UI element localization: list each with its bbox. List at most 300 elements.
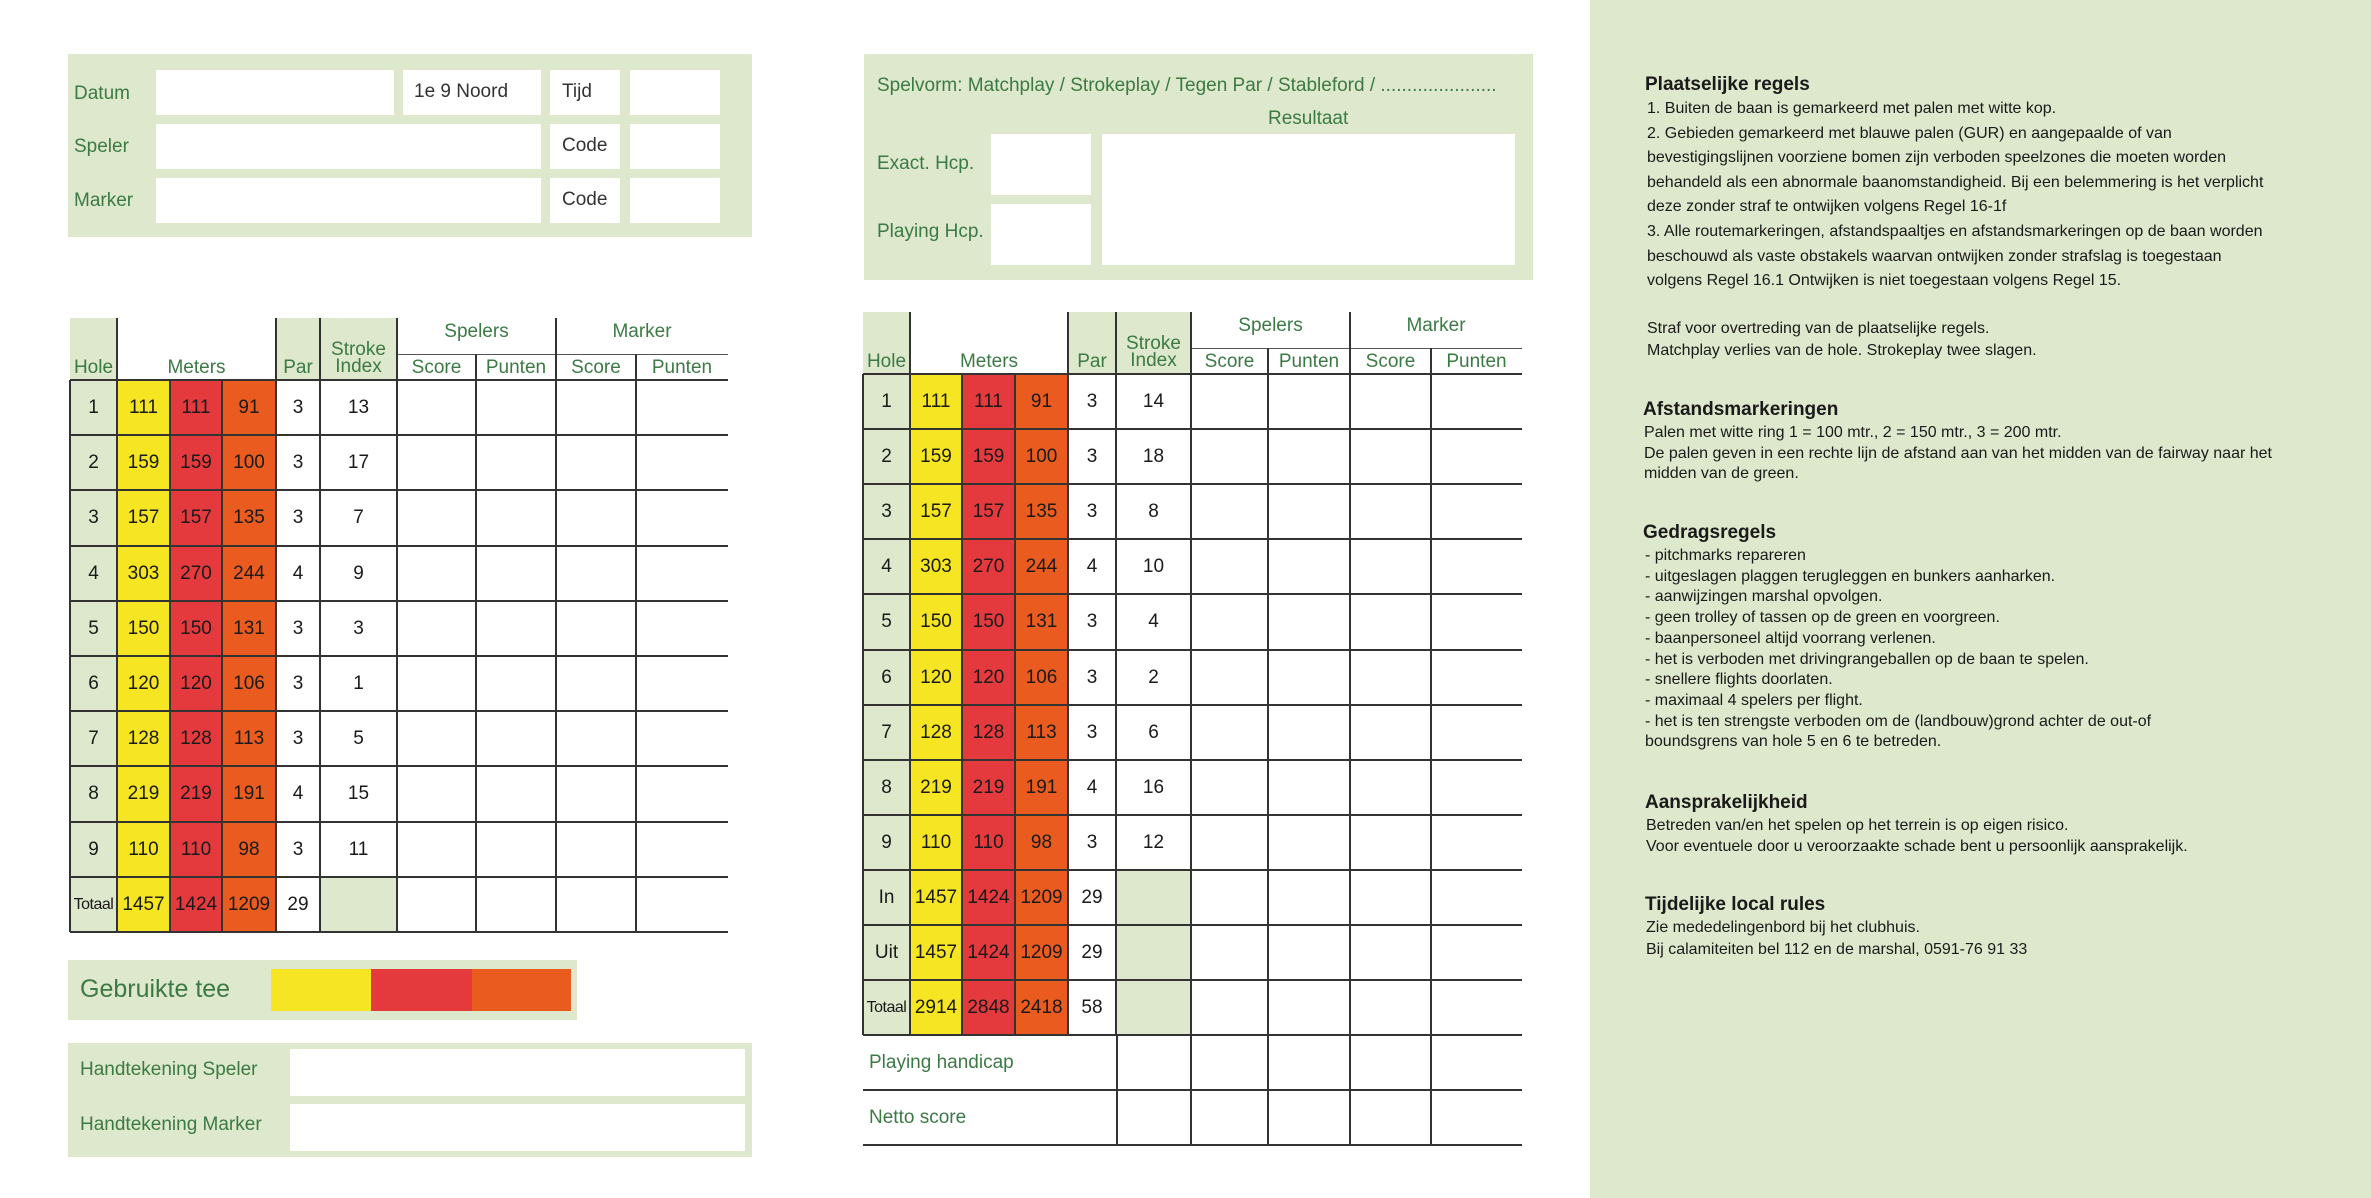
front-row7-col2: 128 bbox=[180, 727, 212, 749]
front-row7-col0: 7 bbox=[88, 727, 99, 749]
back-row8-col2: 219 bbox=[972, 776, 1005, 798]
front-row1-score-cell-4[interactable] bbox=[638, 382, 728, 435]
front-row2-col2: 159 bbox=[180, 451, 212, 473]
front-row4-score-cell-2[interactable] bbox=[478, 548, 556, 601]
front-row8-col3: 191 bbox=[233, 783, 265, 804]
front-row5-col4: 3 bbox=[292, 617, 304, 639]
header-info-box bbox=[68, 54, 752, 237]
front-row9-col2: 110 bbox=[180, 838, 212, 860]
tijd-line: Bij calamiteiten bel 112 en de marshal, 0591-76 91 33 bbox=[1646, 940, 2028, 958]
back-row2-col4: 3 bbox=[1086, 445, 1098, 467]
front-row5-col3: 131 bbox=[233, 617, 265, 639]
back-row12-score-cell-4[interactable] bbox=[1433, 982, 1522, 1035]
back-row6-col3: 106 bbox=[1025, 666, 1058, 688]
gedrag-line: boundsgrens van hole 5 en 6 te betreden. bbox=[1645, 733, 1942, 751]
back-row2-score-cell-4[interactable] bbox=[1433, 431, 1522, 484]
afstand-title: Afstandsmarkeringen bbox=[1643, 399, 1839, 420]
local-line: deze zonder straf te ontwijken volgens Regel 16-1f bbox=[1647, 198, 2007, 216]
back-netto-score-cell-4[interactable] bbox=[1433, 1092, 1522, 1145]
back-hdr-index: Index bbox=[1130, 350, 1177, 371]
back-row10-col1: 1457 bbox=[914, 886, 958, 908]
front-row10-col4: 29 bbox=[287, 893, 309, 915]
back-row3-col2: 157 bbox=[972, 500, 1005, 522]
back-playing-handicap-cell-1[interactable] bbox=[1193, 1037, 1268, 1090]
front-row9-col4: 3 bbox=[292, 838, 304, 860]
back-vline bbox=[1067, 312, 1069, 1035]
back-row3-col5: 8 bbox=[1148, 500, 1159, 522]
back-netto-score-label: Netto score bbox=[869, 1107, 967, 1128]
back-row12-col2: 2848 bbox=[967, 996, 1010, 1018]
back-row6-col4: 3 bbox=[1086, 666, 1098, 688]
back-row7-col2: 128 bbox=[972, 721, 1005, 743]
back-vline bbox=[1115, 312, 1117, 1035]
front-hdr-index: Index bbox=[335, 356, 382, 377]
front-row10-score-cell-3[interactable] bbox=[558, 879, 636, 932]
back-vline bbox=[1430, 348, 1432, 1035]
front-row4-score-cell-1[interactable] bbox=[399, 548, 476, 601]
back-row8-col0: 8 bbox=[881, 776, 892, 798]
back-playing-handicap-cell-2[interactable] bbox=[1270, 1037, 1350, 1090]
front-row7-score-cell-4[interactable] bbox=[638, 713, 728, 766]
back-row7-score-cell-4[interactable] bbox=[1433, 707, 1522, 760]
back-row10-col3: 1209 bbox=[1020, 886, 1063, 908]
code-field-marker[interactable] bbox=[630, 178, 720, 223]
front-row5-score-cell-4[interactable] bbox=[638, 603, 728, 656]
front-row1-col0: 1 bbox=[88, 396, 99, 418]
back-row12-score-cell-3[interactable] bbox=[1352, 982, 1431, 1035]
back-row7-score-cell-1[interactable] bbox=[1193, 707, 1268, 760]
front-row2-col1: 159 bbox=[127, 451, 160, 473]
tijd-label: Tijd bbox=[562, 81, 592, 102]
tee-orange[interactable] bbox=[472, 969, 571, 1011]
local-line: bevestigingslijnen voorziene bomen zijn verboden speelzones die moeten worden bbox=[1647, 149, 2227, 167]
front-row8-score-cell-1[interactable] bbox=[399, 768, 476, 822]
back-row3-col1: 157 bbox=[920, 500, 952, 522]
back-row9-col5: 12 bbox=[1142, 831, 1165, 853]
back-vline-left bbox=[862, 374, 864, 1035]
front-row9-score-cell-2[interactable] bbox=[478, 824, 556, 877]
back-vline bbox=[1190, 312, 1192, 1035]
back-row11-col1: 1457 bbox=[914, 941, 958, 963]
back-row6-score-cell-4[interactable] bbox=[1433, 652, 1522, 705]
local-line: 2. Gebieden gemarkeerd met blauwe palen (GUR) en aangepaalde of van bbox=[1647, 124, 2172, 142]
back-row7-col0: 7 bbox=[881, 721, 892, 743]
course-field bbox=[403, 70, 541, 115]
back-row9-score-cell-4[interactable] bbox=[1433, 817, 1522, 870]
front-row3-col2: 157 bbox=[180, 507, 212, 528]
back-row12-col1: 2914 bbox=[914, 996, 958, 1018]
local-line: 1. Buiten de baan is gemarkeerd met palen met witte kop. bbox=[1647, 100, 2057, 117]
back-row7-col1: 128 bbox=[920, 721, 952, 743]
playing-hcp-field[interactable] bbox=[991, 204, 1091, 265]
front-row10-score-cell-4[interactable] bbox=[638, 879, 728, 932]
front-vline bbox=[169, 380, 171, 932]
back-row6-col1: 120 bbox=[920, 666, 952, 688]
back-row7-col4: 3 bbox=[1086, 721, 1098, 743]
front-row5-score-cell-2[interactable] bbox=[478, 603, 556, 656]
front-vline-left bbox=[69, 380, 71, 932]
spelvorm-text: Spelvorm: Matchplay / Strokeplay / Tegen Par / Stableford / ...................... bbox=[877, 75, 1497, 96]
front-vline bbox=[635, 354, 637, 932]
front-row5-col2: 150 bbox=[180, 617, 212, 639]
front-row6-col0: 6 bbox=[88, 672, 99, 694]
sign-marker-label: Handtekening Marker bbox=[80, 1114, 262, 1135]
front-row6-score-cell-4[interactable] bbox=[638, 658, 728, 711]
back-row4-score-cell-3[interactable] bbox=[1352, 541, 1431, 594]
front-row3-col3: 135 bbox=[233, 507, 265, 528]
back-row5-score-cell-2[interactable] bbox=[1270, 596, 1350, 650]
resultaat-label: Resultaat bbox=[1268, 108, 1349, 129]
back-row7-score-cell-3[interactable] bbox=[1352, 707, 1431, 760]
front-row5-col5: 3 bbox=[353, 617, 364, 639]
front-vline bbox=[221, 380, 223, 932]
aanspr-line: Betreden van/en het spelen op het terrein is op eigen risico. bbox=[1646, 817, 2069, 834]
sign-speler-field[interactable] bbox=[290, 1049, 745, 1096]
back-row8-score-cell-1[interactable] bbox=[1193, 762, 1268, 815]
front-row6-score-cell-3[interactable] bbox=[558, 658, 636, 711]
front-row2-score-cell-2[interactable] bbox=[478, 437, 556, 490]
gedrag-line: - baanpersoneel altijd voorrang verlenen. bbox=[1645, 629, 1936, 647]
front-row6-col2: 120 bbox=[180, 672, 212, 694]
front-vline bbox=[275, 318, 277, 932]
datum-field[interactable] bbox=[156, 70, 394, 115]
front-row4-score-cell-4[interactable] bbox=[638, 548, 728, 601]
front-row10-col2: 1424 bbox=[174, 893, 218, 915]
front-row2-col0: 2 bbox=[88, 451, 99, 473]
code-box-speler bbox=[550, 124, 620, 169]
back-row4-score-cell-4[interactable] bbox=[1433, 541, 1522, 594]
back-row5-col0: 5 bbox=[881, 611, 892, 632]
front-row3-score-cell-2[interactable] bbox=[478, 492, 556, 546]
back-vline bbox=[909, 312, 911, 1035]
front-row1-col3: 91 bbox=[238, 396, 260, 418]
front-row4-score-cell-3[interactable] bbox=[558, 548, 636, 601]
local-rules-title: Plaatselijke regels bbox=[1645, 74, 1810, 95]
course-value: 1e 9 Noord bbox=[414, 81, 509, 102]
back-netto-score-cell-1[interactable] bbox=[1193, 1092, 1268, 1145]
back-row6-col2: 120 bbox=[972, 666, 1005, 688]
exact-hcp-label: Exact. Hcp. bbox=[877, 153, 975, 174]
front-row3-score-cell-4[interactable] bbox=[638, 492, 728, 546]
speler-label: Speler bbox=[74, 136, 129, 157]
back-row2-col5: 18 bbox=[1142, 445, 1165, 467]
back-row6-score-cell-3[interactable] bbox=[1352, 652, 1431, 705]
back-row10-col0: In bbox=[878, 886, 895, 908]
gedrag-line: - aanwijzingen marshal opvolgen. bbox=[1645, 588, 1883, 606]
back-row1-score-cell-1[interactable] bbox=[1193, 376, 1268, 429]
back-playing-handicap-label: Playing handicap bbox=[869, 1052, 1014, 1073]
back-row10-col4: 29 bbox=[1081, 886, 1103, 908]
local-line: beschouwd als vaste obstakels waarvan ontwijken zonder strafslag is toegestaan bbox=[1647, 247, 2222, 265]
front-row1-score-cell-2[interactable] bbox=[478, 382, 556, 435]
front-row3-col1: 157 bbox=[127, 507, 160, 528]
front-row8-col5: 15 bbox=[347, 783, 370, 804]
back-row8-col3: 191 bbox=[1025, 776, 1058, 798]
back-row11-score-cell-2[interactable] bbox=[1270, 927, 1350, 980]
front-row7-score-cell-2[interactable] bbox=[478, 713, 556, 766]
front-row9-score-cell-3[interactable] bbox=[558, 824, 636, 877]
back-si-total-bg bbox=[1116, 870, 1191, 1035]
front-row1-col2: 111 bbox=[181, 396, 211, 418]
front-row6-score-cell-1[interactable] bbox=[399, 658, 476, 711]
back-hdr-par: Par bbox=[1077, 351, 1107, 372]
front-row4-col0: 4 bbox=[88, 562, 99, 584]
back-row7-score-cell-2[interactable] bbox=[1270, 707, 1350, 760]
front-row9-col3: 98 bbox=[238, 838, 260, 860]
front-row8-col2: 219 bbox=[180, 783, 212, 804]
back-vline bbox=[1349, 312, 1351, 1035]
back-row11-score-cell-1[interactable] bbox=[1193, 927, 1268, 980]
exact-hcp-field[interactable] bbox=[991, 134, 1091, 195]
back-row1-col0: 1 bbox=[881, 390, 892, 412]
result-box bbox=[864, 54, 1533, 280]
front-row8-score-cell-3[interactable] bbox=[558, 768, 636, 822]
back-playing-handicap-cell-3[interactable] bbox=[1352, 1037, 1431, 1090]
gedrag-line: - het is ten strengste verboden om de (landbouw)grond achter de out-of bbox=[1645, 712, 2152, 730]
back-row9-score-cell-1[interactable] bbox=[1193, 817, 1268, 870]
back-row11-col0: Uit bbox=[874, 941, 899, 963]
back-hdr-punten-1: Punten bbox=[1278, 351, 1340, 372]
front-row5-col0: 5 bbox=[88, 617, 99, 639]
back-row1-score-cell-3[interactable] bbox=[1352, 376, 1431, 429]
front-row7-col5: 5 bbox=[353, 727, 364, 749]
playing-hcp-label: Playing Hcp. bbox=[877, 221, 984, 242]
back-row7-col5: 6 bbox=[1148, 721, 1159, 743]
tee-red[interactable] bbox=[371, 969, 472, 1011]
sign-marker-field[interactable] bbox=[290, 1104, 745, 1151]
front-hdr-stroke: Stroke bbox=[331, 339, 386, 360]
code-label-speler: Code bbox=[562, 135, 608, 156]
front-row7-score-cell-1[interactable] bbox=[399, 713, 476, 766]
front-row6-col5: 1 bbox=[353, 672, 364, 694]
front-row7-score-cell-3[interactable] bbox=[558, 713, 636, 766]
back-row11-col2: 1424 bbox=[967, 941, 1010, 963]
back-row3-col0: 3 bbox=[881, 500, 892, 522]
back-row2-score-cell-3[interactable] bbox=[1352, 431, 1431, 484]
back-vline bbox=[1190, 1090, 1192, 1145]
back-row9-col2: 110 bbox=[973, 831, 1004, 853]
front-row5-col1: 150 bbox=[127, 617, 160, 639]
back-row3-score-cell-4[interactable] bbox=[1433, 486, 1522, 539]
back-row8-score-cell-3[interactable] bbox=[1352, 762, 1431, 815]
rules-panel bbox=[1590, 0, 2371, 1198]
front-row7-col4: 3 bbox=[292, 727, 304, 749]
front-row8-col4: 4 bbox=[292, 783, 304, 804]
front-row2-col4: 3 bbox=[292, 451, 304, 473]
front-row6-score-cell-2[interactable] bbox=[478, 658, 556, 711]
back-row4-score-cell-1[interactable] bbox=[1193, 541, 1268, 594]
back-row9-score-cell-3[interactable] bbox=[1352, 817, 1431, 870]
front-row2-score-cell-1[interactable] bbox=[399, 437, 476, 490]
back-row3-score-cell-3[interactable] bbox=[1352, 486, 1431, 539]
straf-line: Matchplay verlies van de hole. Strokeplay twee slagen. bbox=[1647, 342, 2037, 359]
front-vline bbox=[475, 354, 477, 932]
back-row1-col5: 14 bbox=[1142, 390, 1165, 412]
datum-label: Datum bbox=[74, 83, 130, 104]
back-row5-col5: 4 bbox=[1148, 611, 1159, 632]
front-row1-score-cell-3[interactable] bbox=[558, 382, 636, 435]
back-row1-col1: 111 bbox=[921, 390, 951, 412]
back-row12-col0: Totaal bbox=[866, 998, 907, 1016]
front-row10-score-cell-1[interactable] bbox=[399, 879, 476, 932]
back-row5-col2: 150 bbox=[972, 611, 1005, 632]
back-row5-col4: 3 bbox=[1086, 611, 1098, 632]
back-row4-col5: 10 bbox=[1142, 555, 1165, 577]
front-hdr-hole: Hole bbox=[73, 357, 114, 378]
aanspr-title: Aansprakelijkheid bbox=[1645, 792, 1808, 813]
back-subhdr-line bbox=[1191, 348, 1522, 349]
back-row12-score-cell-2[interactable] bbox=[1270, 982, 1350, 1035]
back-row1-score-cell-4[interactable] bbox=[1433, 376, 1522, 429]
back-row2-score-cell-1[interactable] bbox=[1193, 431, 1268, 484]
back-row5-score-cell-3[interactable] bbox=[1352, 596, 1431, 650]
back-row1-col4: 3 bbox=[1086, 390, 1098, 412]
front-row3-col5: 7 bbox=[353, 507, 364, 528]
gedrag-line: - geen trolley of tassen op de green en voorgreen. bbox=[1645, 609, 2000, 627]
back-row8-score-cell-2[interactable] bbox=[1270, 762, 1350, 815]
tijd-field[interactable] bbox=[630, 70, 720, 115]
resultaat-field[interactable] bbox=[1102, 134, 1515, 265]
back-row7-col3: 113 bbox=[1026, 721, 1057, 743]
back-row5-score-cell-4[interactable] bbox=[1433, 596, 1522, 650]
back-hdr-hole: Hole bbox=[866, 351, 907, 372]
gedrag-line: - pitchmarks repareren bbox=[1645, 547, 1806, 564]
back-row10-score-cell-1[interactable] bbox=[1193, 872, 1268, 925]
back-row8-col1: 219 bbox=[920, 776, 952, 798]
front-row4-col2: 270 bbox=[180, 562, 212, 584]
marker-field[interactable] bbox=[156, 178, 541, 223]
front-row4-col4: 4 bbox=[292, 562, 304, 584]
front-vline bbox=[116, 318, 118, 932]
front-row10-col3: 1209 bbox=[227, 893, 271, 915]
back-row6-score-cell-1[interactable] bbox=[1193, 652, 1268, 705]
speler-field[interactable] bbox=[156, 124, 541, 169]
front-row1-col4: 3 bbox=[292, 396, 304, 418]
front-row4-col1: 303 bbox=[127, 562, 160, 584]
back-row4-col1: 303 bbox=[920, 555, 952, 577]
back-row6-col0: 6 bbox=[881, 666, 892, 688]
back-row2-col3: 100 bbox=[1025, 445, 1058, 467]
front-row7-col3: 113 bbox=[233, 727, 265, 749]
back-row12-score-cell-1[interactable] bbox=[1193, 982, 1268, 1035]
back-row9-score-cell-2[interactable] bbox=[1270, 817, 1350, 870]
front-row2-score-cell-4[interactable] bbox=[638, 437, 728, 490]
afstand-line: De palen geven in een rechte lijn de afstand aan van het midden van de fairway naar het bbox=[1644, 444, 2272, 462]
code-field-speler[interactable] bbox=[630, 124, 720, 169]
back-vline bbox=[1116, 1035, 1118, 1090]
back-row9-col3: 98 bbox=[1030, 831, 1053, 853]
tee-box bbox=[68, 960, 577, 1020]
tijd-rules-title: Tijdelijke local rules bbox=[1645, 894, 1826, 915]
front-row4-col3: 244 bbox=[233, 562, 265, 584]
back-row3-score-cell-2[interactable] bbox=[1270, 486, 1350, 539]
back-row4-score-cell-2[interactable] bbox=[1270, 541, 1350, 594]
back-row4-col2: 270 bbox=[972, 555, 1005, 577]
back-playing-handicap-cell-4[interactable] bbox=[1433, 1037, 1522, 1090]
back-row1-score-cell-2[interactable] bbox=[1270, 376, 1350, 429]
front-row3-score-cell-1[interactable] bbox=[399, 492, 476, 546]
front-row3-col0: 3 bbox=[88, 507, 99, 528]
front-row1-score-cell-1[interactable] bbox=[399, 382, 476, 435]
back-vline bbox=[1190, 1035, 1192, 1090]
afstand-line: Palen met witte ring 1 = 100 mtr., 2 = 150 mtr., 3 = 200 mtr. bbox=[1644, 424, 2062, 441]
front-row8-score-cell-4[interactable] bbox=[638, 768, 728, 822]
front-hdr-score-2: Score bbox=[571, 357, 621, 378]
back-netto-score-cell-3[interactable] bbox=[1352, 1092, 1431, 1145]
back-row2-col0: 2 bbox=[881, 445, 892, 467]
back-row8-score-cell-4[interactable] bbox=[1433, 762, 1522, 815]
tee-yellow[interactable] bbox=[271, 969, 371, 1011]
back-hdr-marker: Marker bbox=[1406, 315, 1466, 336]
gedrag-line: - maximaal 4 spelers per flight. bbox=[1645, 691, 1863, 709]
back-vline bbox=[1014, 374, 1016, 1035]
back-row3-score-cell-1[interactable] bbox=[1193, 486, 1268, 539]
front-row1-col1: 111 bbox=[129, 396, 158, 418]
back-row9-col0: 9 bbox=[881, 831, 892, 853]
front-row6-col1: 120 bbox=[127, 672, 160, 694]
back-vline bbox=[1116, 1090, 1118, 1145]
back-row3-col3: 135 bbox=[1025, 500, 1058, 522]
back-row11-score-cell-3[interactable] bbox=[1352, 927, 1431, 980]
back-row6-score-cell-2[interactable] bbox=[1270, 652, 1350, 705]
front-row10-col0: Totaal bbox=[73, 895, 114, 913]
front-row9-score-cell-4[interactable] bbox=[638, 824, 728, 877]
front-row9-col5: 11 bbox=[348, 838, 369, 860]
back-row3-col4: 3 bbox=[1086, 500, 1098, 522]
back-row10-score-cell-4[interactable] bbox=[1433, 872, 1522, 925]
local-line: volgens Regel 16.1 Ontwijken is niet toegestaan volgens Regel 15. bbox=[1647, 272, 2122, 290]
front-row5-score-cell-3[interactable] bbox=[558, 603, 636, 656]
back-hdr-meters: Meters bbox=[959, 351, 1019, 372]
tee-label: Gebruikte tee bbox=[80, 975, 231, 1003]
front-subhdr-line bbox=[397, 354, 728, 355]
back-row2-score-cell-2[interactable] bbox=[1270, 431, 1350, 484]
front-row8-score-cell-2[interactable] bbox=[478, 768, 556, 822]
front-row2-score-cell-3[interactable] bbox=[558, 437, 636, 490]
back-row11-col3: 1209 bbox=[1020, 941, 1063, 963]
front-hdr-meters: Meters bbox=[167, 357, 226, 378]
front-row2-col3: 100 bbox=[233, 451, 265, 473]
back-row5-col3: 131 bbox=[1025, 611, 1058, 632]
front-row1-col5: 13 bbox=[347, 396, 370, 418]
front-hdr-score-1: Score bbox=[411, 357, 462, 378]
front-si-total-bg bbox=[320, 877, 397, 932]
front-row2-col5: 17 bbox=[347, 451, 370, 473]
back-row11-score-cell-4[interactable] bbox=[1433, 927, 1522, 980]
front-row10-score-cell-2[interactable] bbox=[478, 879, 556, 932]
front-row6-col3: 106 bbox=[233, 672, 265, 694]
back-row10-score-cell-3[interactable] bbox=[1352, 872, 1431, 925]
gedrag-line: - het is verboden met drivingrangeballen op de baan te spelen. bbox=[1645, 650, 2089, 668]
marker-label: Marker bbox=[74, 190, 134, 211]
back-row4-col4: 4 bbox=[1086, 555, 1098, 577]
front-vline bbox=[396, 318, 398, 932]
front-row6-col4: 3 bbox=[292, 672, 304, 694]
back-row2-col1: 159 bbox=[920, 445, 952, 467]
back-row11-col4: 29 bbox=[1081, 941, 1103, 963]
front-row5-score-cell-1[interactable] bbox=[399, 603, 476, 656]
local-line: 3. Alle routemarkeringen, afstandspaaltjes en afstandsmarkeringen op de baan worden bbox=[1647, 223, 2263, 240]
back-netto-score-cell-2[interactable] bbox=[1270, 1092, 1350, 1145]
back-row5-score-cell-1[interactable] bbox=[1193, 596, 1268, 650]
front-row3-score-cell-3[interactable] bbox=[558, 492, 636, 546]
signature-box bbox=[68, 1043, 752, 1157]
front-hdr-spelers: Spelers bbox=[444, 321, 509, 342]
front-row7-col1: 128 bbox=[127, 727, 160, 749]
back-row10-score-cell-2[interactable] bbox=[1270, 872, 1350, 925]
front-row9-score-cell-1[interactable] bbox=[399, 824, 476, 877]
aanspr-line: Voor eventuele door u veroorzaakte schade bent u persoonlijk aansprakelijk. bbox=[1646, 837, 2188, 855]
